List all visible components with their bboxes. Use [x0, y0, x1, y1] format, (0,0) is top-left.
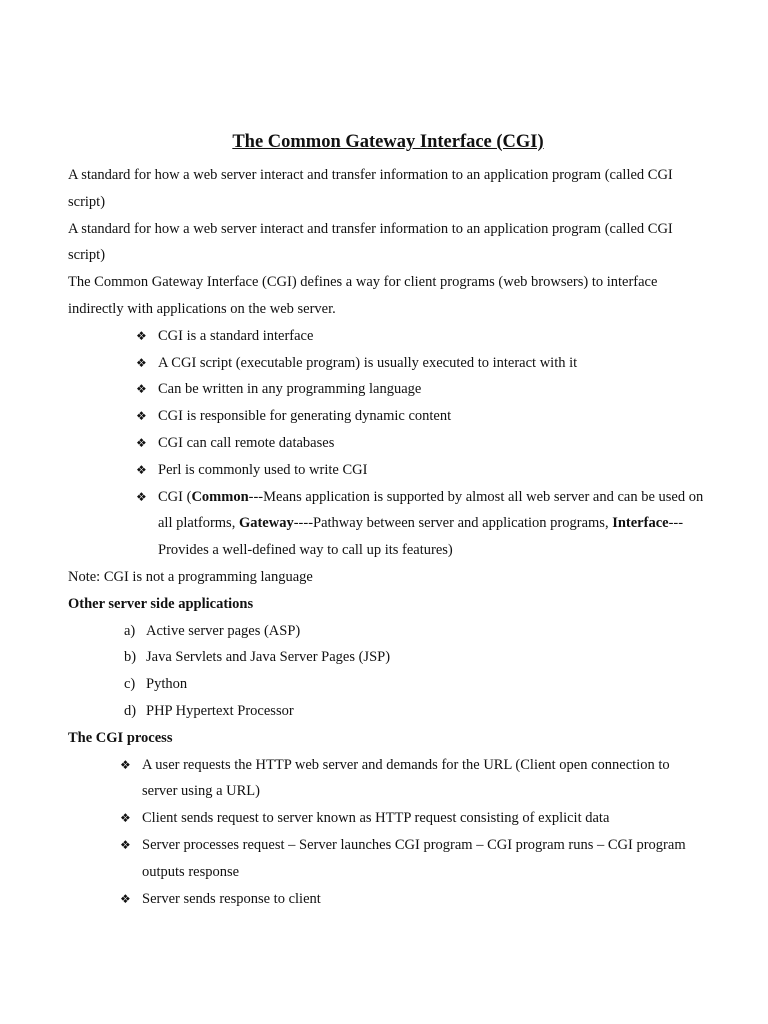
term-common: Common: [191, 488, 249, 505]
list-item: ❖ Client sends request to server known as HTTP request consisting of explicit data: [68, 805, 708, 832]
list-item: ❖ A CGI script (executable program) is usually executed to interact with it: [68, 350, 708, 377]
diamond-bullet-icon: ❖: [136, 435, 147, 450]
diamond-bullet-icon: ❖: [136, 489, 147, 504]
intro-paragraph-2: A standard for how a web server interact and transfer information to an application program (called CGI script): [68, 220, 673, 264]
list-item: ❖ CGI is responsible for generating dynamic content: [68, 403, 708, 430]
list-item: ❖ Server processes request – Server launches CGI program – CGI program runs – CGI program outputs response: [68, 832, 708, 886]
intro-paragraph-3: The Common Gateway Interface (CGI) defines a way for client programs (web browsers) to interface indirectly with applications on the web server.: [68, 274, 658, 317]
list-marker: b): [124, 649, 137, 666]
diamond-bullet-icon: ❖: [136, 328, 147, 343]
list-item: ❖ A user requests the HTTP web server and demands for the URL (Client open connection to server using a URL): [68, 752, 708, 806]
diamond-bullet-icon: ❖: [120, 837, 131, 852]
term-interface: Interface: [612, 515, 669, 532]
term-gateway: Gateway: [238, 515, 294, 532]
list-item: ❖ Can be written in any programming language: [68, 376, 708, 403]
document-page: [68, 128, 708, 912]
diamond-bullet-icon: ❖: [136, 355, 147, 370]
list-item: d) PHP Hypertext Processor: [68, 698, 708, 725]
diamond-bullet-icon: ❖: [120, 757, 131, 772]
diamond-bullet-icon: ❖: [120, 891, 131, 906]
note-text: Note: CGI is not a programming language: [68, 568, 313, 585]
list-marker: c): [124, 676, 136, 693]
diamond-bullet-icon: ❖: [136, 382, 147, 397]
acronym-list-item: ❖ CGI (Common---Means application is supported by almost all web server and can be used on all platforms, Gateway----Pathway between server and application programs, Interface---Provides a well-defined way to call up its features): [68, 484, 708, 564]
page-title: The Common Gateway Interface (CGI): [232, 132, 544, 152]
list-item: a) Active server pages (ASP): [68, 618, 708, 645]
diamond-bullet-icon: ❖: [136, 409, 147, 424]
other-apps-heading: Other server side applications: [68, 595, 254, 612]
list-item: c) Python: [68, 671, 708, 698]
list-item: ❖ CGI can call remote databases: [68, 430, 708, 457]
list-marker: a): [124, 622, 136, 639]
list-item: ❖ CGI is a standard interface: [68, 323, 708, 350]
cgi-process-heading: The CGI process: [68, 729, 173, 746]
cgi-process-list: [68, 752, 708, 913]
list-item: ❖ Server sends response to client: [68, 886, 708, 913]
other-apps-list: [68, 618, 708, 725]
intro-paragraph-1: A standard for how a web server interact and transfer information to an application program (called CGI script): [68, 167, 673, 210]
features-list: [68, 323, 708, 564]
diamond-bullet-icon: ❖: [120, 811, 131, 826]
diamond-bullet-icon: ❖: [136, 462, 147, 477]
list-item: ❖ Perl is commonly used to write CGI: [68, 457, 708, 484]
list-item: b) Java Servlets and Java Server Pages (JSP): [68, 644, 708, 671]
list-marker: d): [124, 702, 137, 719]
